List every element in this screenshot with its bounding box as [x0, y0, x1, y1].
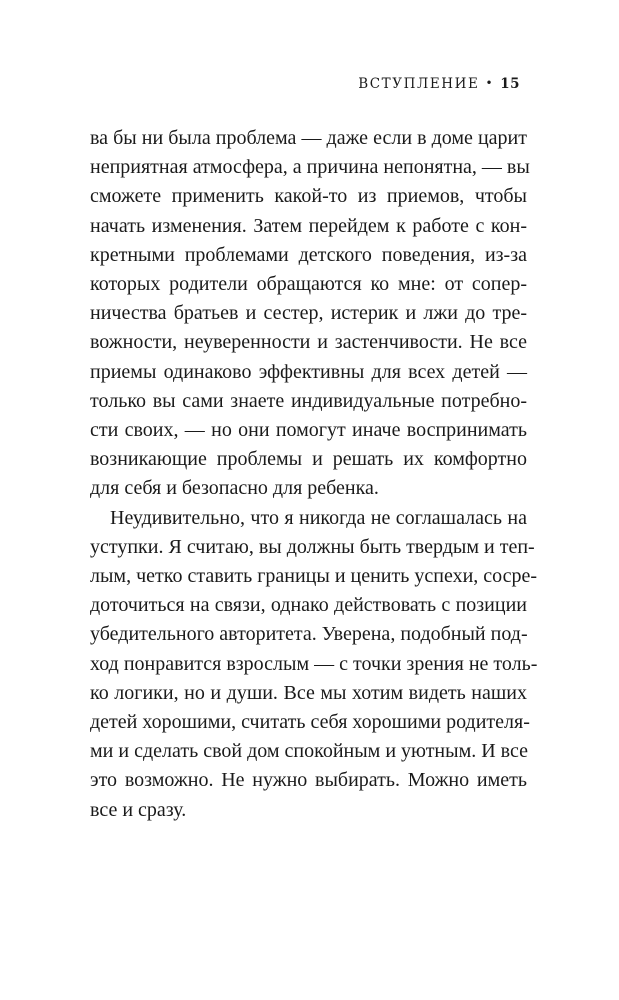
section-title: ВСТУПЛЕНИЕ	[358, 76, 480, 92]
text-line: уступки. Я считаю, вы должны быть твердым и теп-	[90, 535, 535, 558]
text-line: неприятная атмосфера, а причина непонятна, — вы	[90, 156, 530, 179]
paragraph-2	[90, 504, 538, 825]
text-line: все и сразу.	[90, 798, 187, 821]
page-number: 15	[500, 76, 520, 92]
text-line: лым, четко ставить границы и ценить успехи, сосре-	[90, 565, 538, 588]
text-line: ход понравится взрослым — с точки зрения не толь-	[90, 652, 538, 675]
header-separator: •	[485, 76, 495, 90]
text-line: только вы сами знаете индивидуальные потребно-	[90, 389, 527, 412]
paragraph-1	[90, 124, 530, 504]
text-line: детей хорошими, считать себя хорошими родителя-	[90, 711, 530, 734]
text-line: возникающие проблемы и решать их комфортно	[90, 448, 527, 471]
text-line: сможете применить какой-то из приемов, чтобы	[90, 185, 527, 208]
text-line: это возможно. Не нужно выбирать. Можно иметь	[90, 769, 527, 792]
body-text	[90, 124, 538, 825]
text-line: приемы одинаково эффективны для всех детей —	[90, 360, 527, 383]
text-line: для себя и безопасно для ребенка.	[90, 477, 379, 500]
text-line: ми и сделать свой дом спокойным и уютным. И все	[90, 740, 528, 763]
text-line: которых родители обращаются ко мне: от сопер-	[90, 273, 527, 296]
text-line: вожности, неуверенности и застенчивости. Не все	[90, 331, 527, 354]
text-line: убедительного авторитета. Уверена, подобный под-	[90, 623, 528, 646]
text-line: доточиться на связи, однако действовать с позиции	[90, 594, 527, 617]
text-line: ко логики, но и души. Все мы хотим видеть наших	[90, 681, 527, 704]
text-line: сти своих, — но они помогут иначе воспринимать	[90, 419, 527, 442]
text-line: Неудивительно, что я никогда не соглашалась на	[110, 506, 527, 529]
text-line: ва бы ни была проблема — даже если в доме царит	[90, 127, 527, 149]
text-line: ничества братьев и сестер, истерик и лжи до тре-	[90, 302, 527, 325]
text-line: начать изменения. Затем перейдем к работе с кон-	[90, 214, 527, 237]
text-line: кретными проблемами детского поведения, из-за	[90, 243, 527, 266]
running-header	[358, 76, 520, 92]
